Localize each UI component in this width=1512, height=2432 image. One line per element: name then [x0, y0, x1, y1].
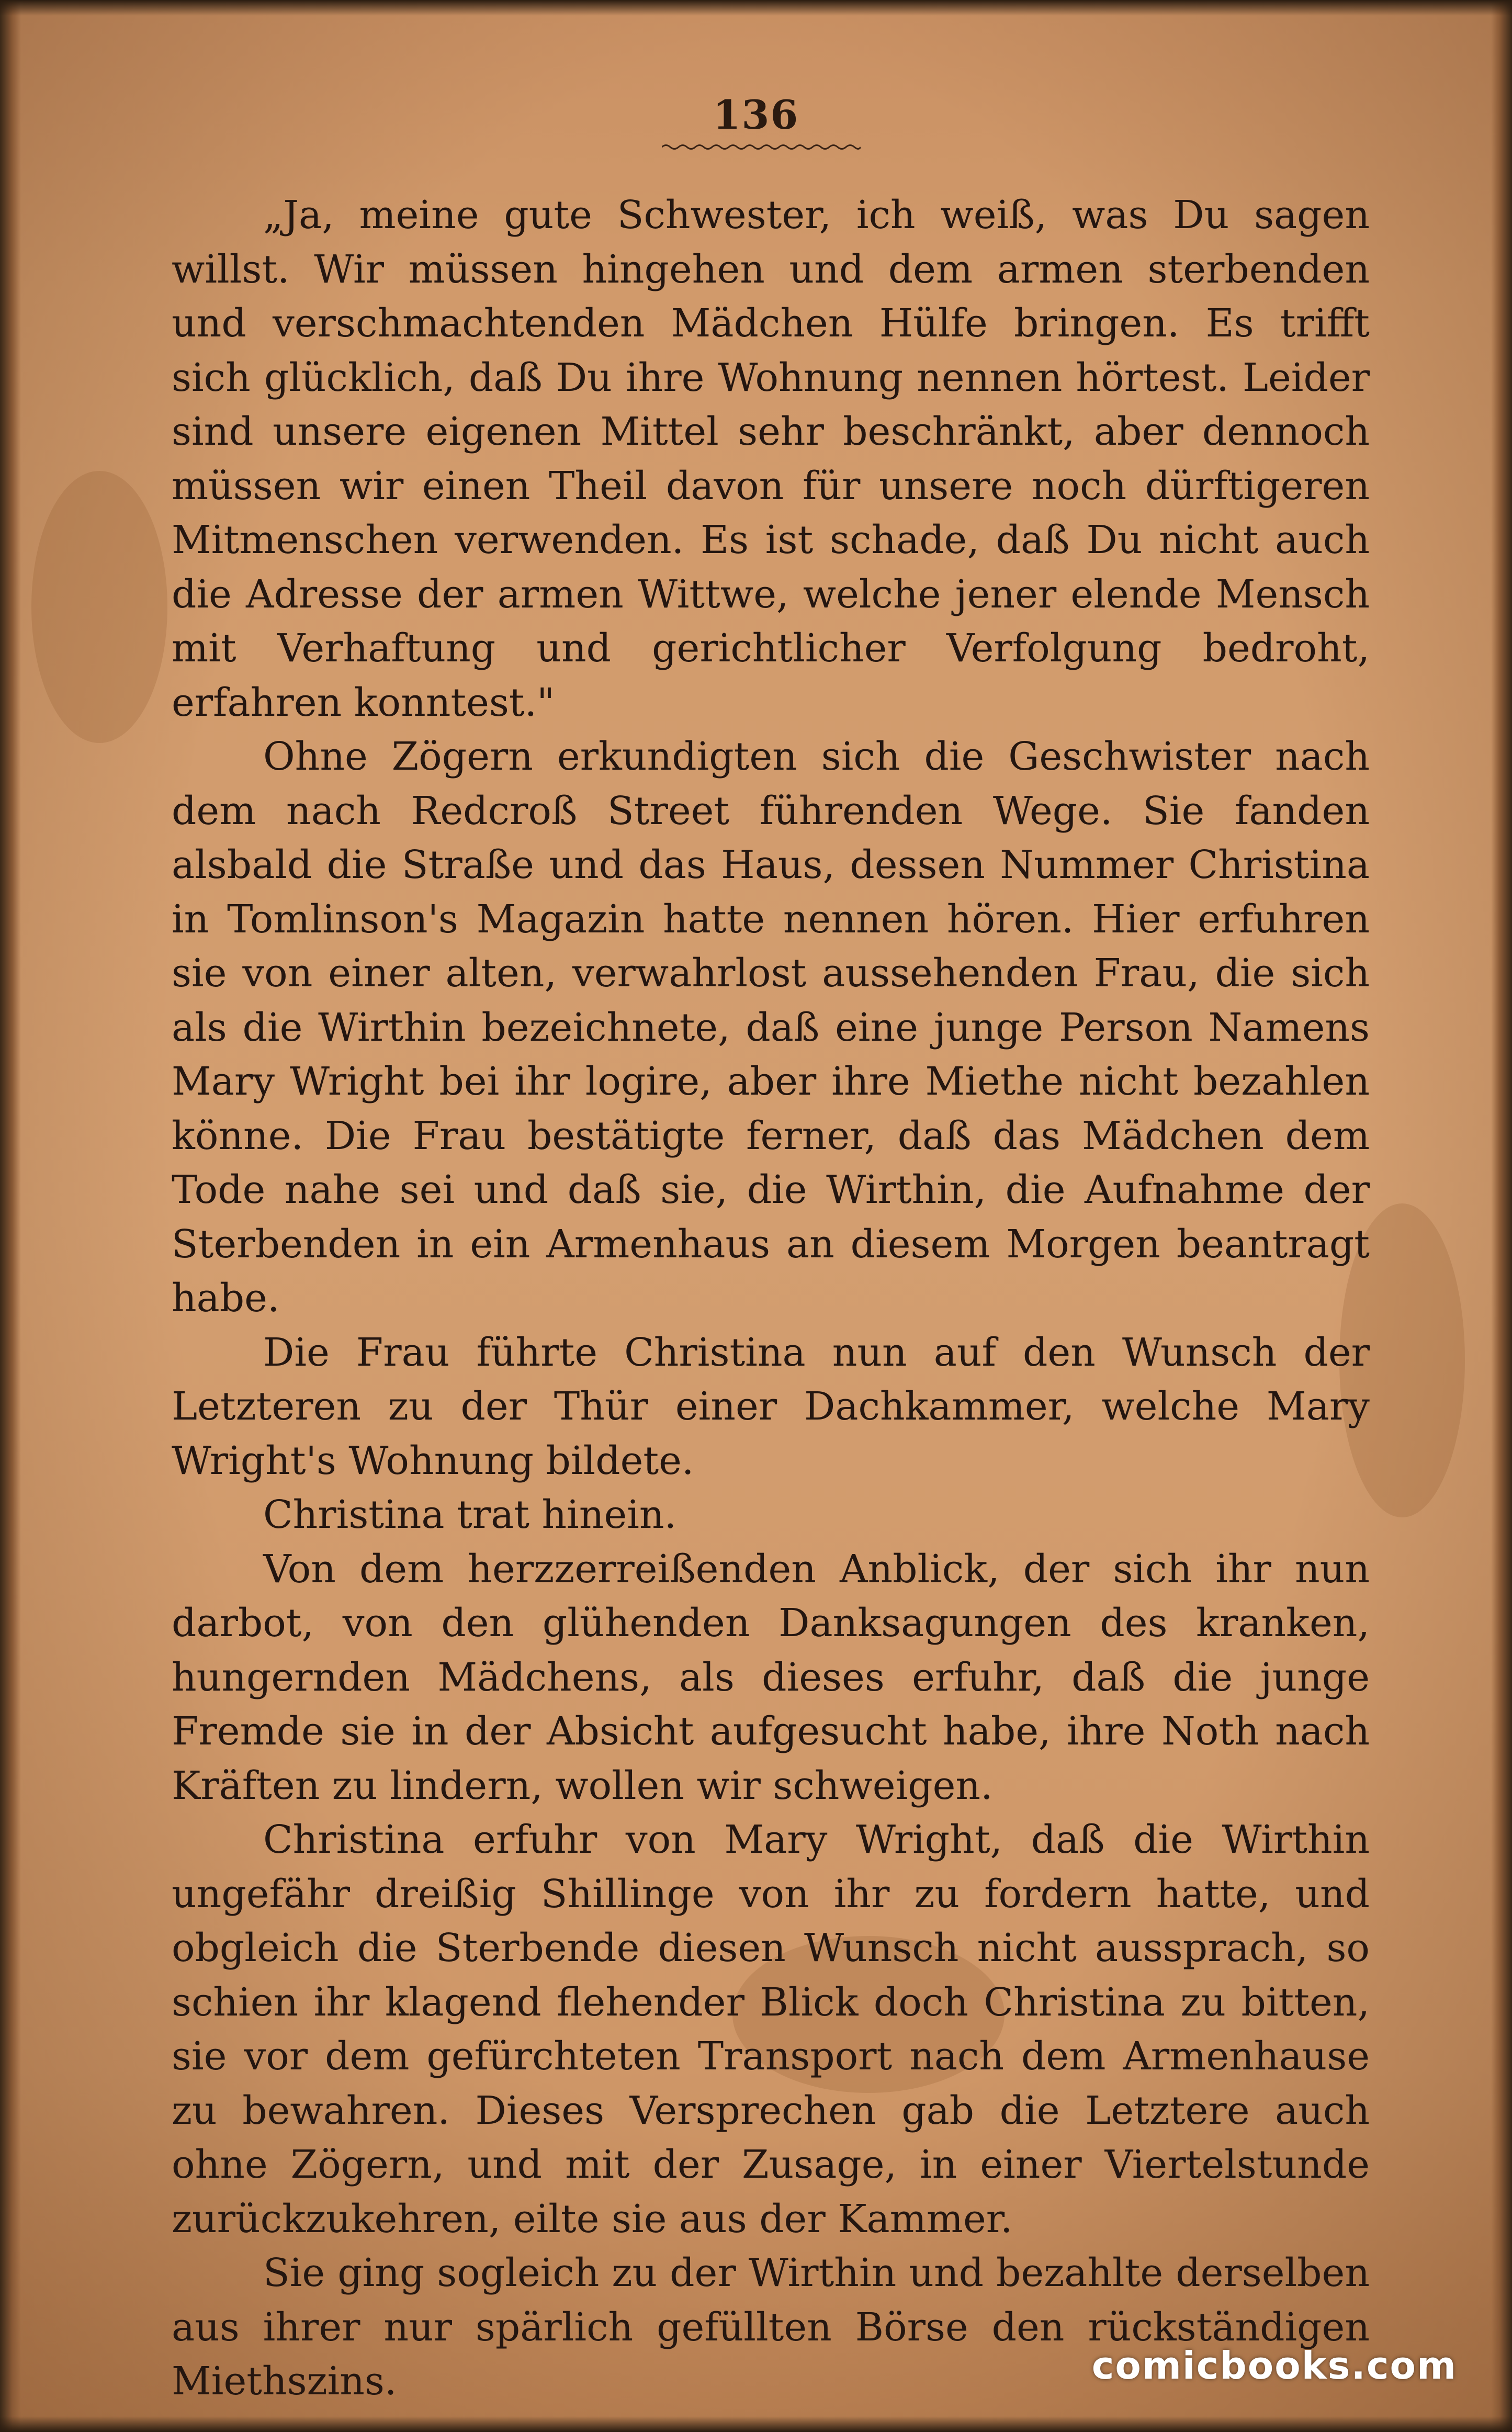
page-edge-bottom [0, 2416, 1512, 2432]
header-ornament [662, 142, 861, 152]
paragraph: „Ja, meine gute Schwester, ich weiß, was Du sagen willst. Wir müssen hingehen und dem armen sterbenden und verschmachtenden Mädchen Hülfe bringen. Es trifft sich glücklich, daß Du ihre Wohnung nennen hörtest. Leider sind unsere eigenen Mittel sehr beschränkt, aber dennoch müssen wir einen Theil davon für unsere noch dürftigeren Mitmenschen verwenden. Es ist schade, daß Du nicht auch die Adresse der armen Wittwe, welche jener elende Mensch mit Verhaftung und gerichtlicher Verfolgung bedroht, erfahren konntest." [172, 193, 1370, 725]
page-number: 136 [713, 92, 799, 138]
paragraph: Sie ging sogleich zu der Wirthin und bezahlte derselben aus ihrer nur spärlich gefüllten Börse den rückständigen Miethszins. [172, 2250, 1370, 2404]
paper-stain [31, 471, 167, 743]
watermark: comicbooks.com [1091, 2344, 1457, 2388]
paragraph: Von dem herzzerreißenden Anblick, der sich ihr nun darbot, von den glühenden Danksagungen des kranken, hungernden Mädchens, als dieses erfuhr, daß die junge Fremde sie in der Absicht aufgesucht habe, ihre Noth nach Kräften zu lindern, wollen wir schweigen. [172, 1546, 1370, 1808]
paragraph: Christina erfuhr von Mary Wright, daß die Wirthin ungefähr dreißig Shillinge von ihr zu fordern hatte, und obgleich die Sterbende diesen Wunsch nicht aussprach, so schien ihr klagend flehender Blick doch Christina zu bitten, sie vor dem gefürchteten Transport nach dem Armenhause zu bewahren. Dieses Versprechen gab die Letztere auch ohne Zögern, und mit der Zusage, in einer Viertelstunde zurückzukehren, eilte sie aus der Kammer. [172, 1817, 1370, 2242]
body-text [172, 188, 1370, 2409]
page-edge-top [0, 0, 1512, 16]
page-edge-left [0, 0, 21, 2432]
page-edge-right [1491, 0, 1512, 2432]
paragraph: Christina trat hinein. [263, 1492, 677, 1537]
paragraph: Ohne Zögern erkundigten sich die Geschwister nach dem nach Redcroß Street führenden Wege. Sie fanden alsbald die Straße und das Haus, dessen Nummer Christina in Tomlinson's Magazin hatte nennen hören. Hier erfuhren sie von einer alten, verwahrlost aussehenden Frau, die sich als die Wirthin bezeichnete, daß eine junge Person Namens Mary Wright bei ihr logire, aber ihre Miethe nicht bezahlen könne. Die Frau bestätigte ferner, daß das Mädchen dem Tode nahe sei und daß sie, die Wirthin, die Aufnahme der Sterbenden in ein Armenhaus an diesem Morgen beantragt habe. [172, 734, 1370, 1321]
paragraph: Die Frau führte Christina nun auf den Wunsch der Letzteren zu der Thür einer Dachkammer, welche Mary Wright's Wohnung bildete. [172, 1330, 1370, 1483]
